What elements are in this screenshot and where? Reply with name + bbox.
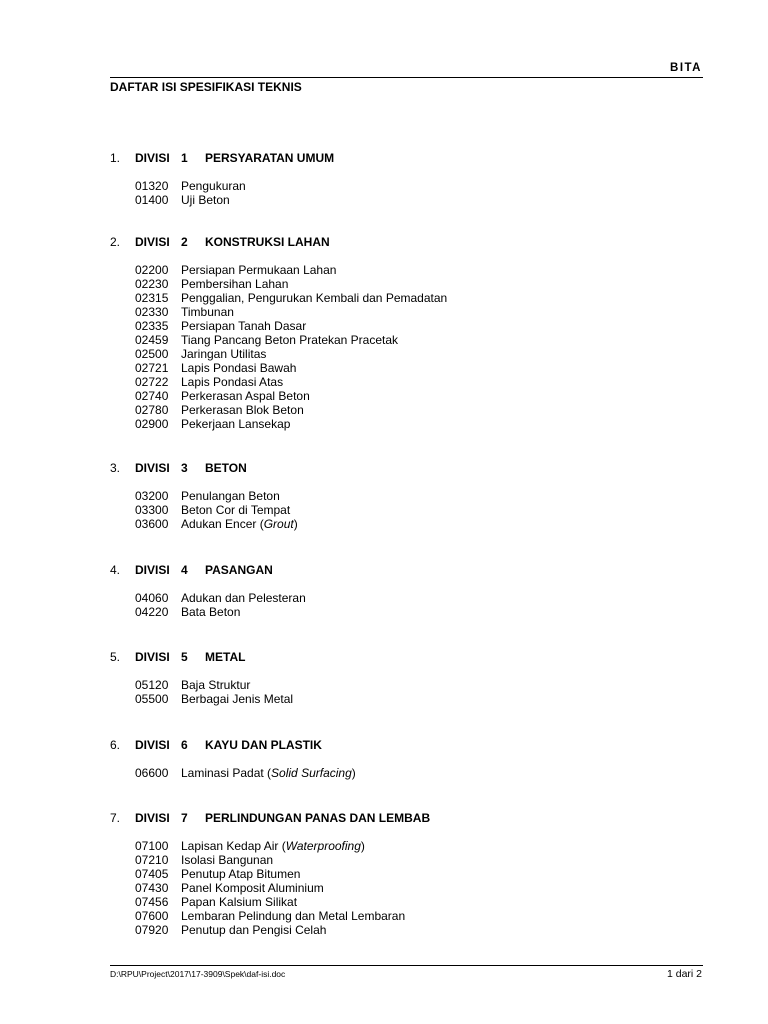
list-item	[110, 909, 700, 923]
section-name-text: Jaringan Utilitas	[181, 347, 267, 361]
section-code: 06600	[135, 766, 169, 780]
section-code: 04060	[135, 591, 169, 605]
division-heading	[110, 563, 700, 577]
division-word: DIVISI	[135, 811, 170, 825]
section-name	[181, 895, 297, 909]
list-item	[110, 678, 700, 692]
division-5	[110, 650, 700, 706]
brand-logo: BITA	[670, 62, 702, 74]
section-code: 01400	[135, 193, 169, 207]
section-code: 01320	[135, 179, 169, 193]
section-name	[181, 375, 283, 389]
section-list	[110, 263, 700, 431]
list-item	[110, 591, 700, 605]
section-list	[110, 489, 700, 531]
section-code: 07920	[135, 923, 169, 937]
section-name	[181, 347, 266, 361]
list-item	[110, 333, 700, 347]
section-code: 02315	[135, 291, 169, 305]
list-item	[110, 319, 700, 333]
list-item	[110, 605, 700, 619]
section-code: 05120	[135, 678, 169, 692]
section-name	[181, 692, 293, 706]
division-number: 2.	[110, 235, 121, 249]
section-list	[110, 678, 700, 706]
section-name	[181, 263, 336, 277]
section-name-italic: Grout	[263, 517, 294, 531]
section-name-text: Bata Beton	[181, 605, 241, 619]
list-item	[110, 853, 700, 867]
division-3	[110, 461, 700, 531]
list-item	[110, 403, 700, 417]
section-code: 02740	[135, 389, 169, 403]
section-list	[110, 591, 700, 619]
section-name-text: Adukan dan Pelesteran	[181, 591, 306, 605]
section-code: 02200	[135, 263, 169, 277]
section-name	[181, 678, 250, 692]
section-name-suffix: )	[360, 839, 365, 853]
list-item	[110, 923, 700, 937]
division-heading	[110, 151, 700, 165]
section-name-text: Tiang Pancang Beton Pratekan Pracetak	[181, 333, 399, 347]
division-heading	[110, 811, 700, 825]
section-name	[181, 389, 310, 403]
section-code: 07456	[135, 895, 169, 909]
division-heading	[110, 738, 700, 752]
list-item	[110, 895, 700, 909]
list-item	[110, 389, 700, 403]
section-name-text: Penggalian, Pengurukan Kembali dan Pemadatan	[181, 291, 448, 305]
section-name-text: Lembaran Pelindung dan Metal Lembaran	[181, 909, 406, 923]
section-name-text: Lapisan Kedap Air (	[181, 839, 286, 853]
division-6	[110, 738, 700, 780]
section-code: 02459	[135, 333, 169, 347]
list-item	[110, 867, 700, 881]
section-name-text: Penutup dan Pengisi Celah	[181, 923, 327, 937]
division-2	[110, 235, 700, 431]
section-name-text: Laminasi Padat (	[181, 766, 272, 780]
section-name	[181, 333, 398, 347]
document-title: DAFTAR ISI SPESIFIKASI TEKNIS	[110, 80, 302, 94]
section-list	[110, 179, 700, 207]
division-code: 7	[181, 811, 188, 825]
division-title: METAL	[205, 650, 246, 664]
section-name	[181, 417, 290, 431]
section-code: 02500	[135, 347, 169, 361]
section-code: 05500	[135, 692, 169, 706]
list-item	[110, 193, 700, 207]
section-name	[181, 766, 356, 780]
section-name	[181, 305, 234, 319]
section-name-text: Berbagai Jenis Metal	[181, 692, 294, 706]
division-heading	[110, 650, 700, 664]
section-name	[181, 605, 240, 619]
section-code: 07100	[135, 839, 169, 853]
section-name	[181, 517, 298, 531]
section-name	[181, 867, 300, 881]
division-number: 1.	[110, 151, 121, 165]
section-code: 04220	[135, 605, 169, 619]
section-code: 02780	[135, 403, 169, 417]
section-name-text: Isolasi Bangunan	[181, 853, 274, 867]
section-list	[110, 839, 700, 937]
list-item	[110, 503, 700, 517]
section-code: 03600	[135, 517, 169, 531]
section-code: 02230	[135, 277, 169, 291]
division-code: 6	[181, 738, 188, 752]
section-name-text: Perkerasan Blok Beton	[181, 403, 304, 417]
section-name	[181, 193, 230, 207]
section-name-text: Pengukuran	[181, 179, 246, 193]
section-name	[181, 591, 306, 605]
division-heading	[110, 235, 700, 249]
section-name	[181, 503, 290, 517]
section-name-text: Baja Struktur	[181, 678, 251, 692]
section-name-text: Penulangan Beton	[181, 489, 280, 503]
list-item	[110, 766, 700, 780]
section-code: 02330	[135, 305, 169, 319]
section-name-text: Panel Komposit Aluminium	[181, 881, 324, 895]
section-name-suffix: )	[351, 766, 356, 780]
division-code: 4	[181, 563, 188, 577]
list-item	[110, 291, 700, 305]
division-number: 6.	[110, 738, 121, 752]
section-name	[181, 839, 365, 853]
section-name	[181, 319, 306, 333]
section-name-text: Lapis Pondasi Bawah	[181, 361, 297, 375]
division-word: DIVISI	[135, 563, 170, 577]
section-name	[181, 277, 288, 291]
section-name-text: Pekerjaan Lansekap	[181, 417, 291, 431]
section-name-text: Perkerasan Aspal Beton	[181, 389, 310, 403]
division-title: PASANGAN	[205, 563, 273, 577]
section-code: 07600	[135, 909, 169, 923]
list-item	[110, 361, 700, 375]
list-item	[110, 305, 700, 319]
section-list	[110, 766, 700, 780]
section-name	[181, 909, 405, 923]
list-item	[110, 489, 700, 503]
division-number: 3.	[110, 461, 121, 475]
division-title: PERLINDUNGAN PANAS DAN LEMBAB	[205, 811, 431, 825]
division-code: 2	[181, 235, 188, 249]
division-code: 3	[181, 461, 188, 475]
division-number: 4.	[110, 563, 121, 577]
section-name-text: Uji Beton	[181, 193, 230, 207]
division-word: DIVISI	[135, 738, 170, 752]
section-name	[181, 403, 304, 417]
list-item	[110, 375, 700, 389]
division-7	[110, 811, 700, 937]
division-title: BETON	[205, 461, 247, 475]
list-item	[110, 277, 700, 291]
section-code: 07210	[135, 853, 169, 867]
section-code: 02721	[135, 361, 169, 375]
list-item	[110, 263, 700, 277]
list-item	[110, 417, 700, 431]
section-code: 02722	[135, 375, 169, 389]
section-name-italic: Waterproofing	[285, 839, 361, 853]
section-code: 07405	[135, 867, 169, 881]
division-word: DIVISI	[135, 650, 170, 664]
section-code: 03200	[135, 489, 169, 503]
section-code: 07430	[135, 881, 169, 895]
section-name	[181, 361, 296, 375]
section-name	[181, 179, 246, 193]
section-name-text: Persiapan Permukaan Lahan	[181, 263, 337, 277]
list-item	[110, 517, 700, 531]
footer-file-path: D:\RPU\Project\2017\17-3909\Spek\daf-isi.doc	[110, 969, 286, 979]
list-item	[110, 692, 700, 706]
section-name	[181, 881, 324, 895]
division-number: 5.	[110, 650, 121, 664]
division-word: DIVISI	[135, 235, 170, 249]
section-name-text: Timbunan	[181, 305, 234, 319]
section-name-text: Lapis Pondasi Atas	[181, 375, 284, 389]
division-title: KONSTRUKSI LAHAN	[205, 235, 330, 249]
section-name-text: Persiapan Tanah Dasar	[181, 319, 307, 333]
division-code: 1	[181, 151, 188, 165]
section-name	[181, 923, 326, 937]
list-item	[110, 347, 700, 361]
header-rule	[110, 77, 703, 78]
division-heading	[110, 461, 700, 475]
list-item	[110, 881, 700, 895]
section-name-text: Pembersihan Lahan	[181, 277, 289, 291]
section-code: 02900	[135, 417, 169, 431]
section-name	[181, 489, 280, 503]
division-word: DIVISI	[135, 461, 170, 475]
list-item	[110, 839, 700, 853]
section-code: 03300	[135, 503, 169, 517]
footer-page-number: 1 dari 2	[666, 968, 702, 980]
section-name-italic: Solid Surfacing	[271, 766, 352, 780]
section-name-text: Adukan Encer (	[181, 517, 264, 531]
division-4	[110, 563, 700, 619]
division-title: PERSYARATAN UMUM	[205, 151, 335, 165]
section-name	[181, 853, 273, 867]
list-item	[110, 179, 700, 193]
footer-rule	[110, 965, 703, 966]
division-number: 7.	[110, 811, 121, 825]
section-name-text: Beton Cor di Tempat	[181, 503, 291, 517]
section-name-text: Papan Kalsium Silikat	[181, 895, 298, 909]
section-name-suffix: )	[293, 517, 298, 531]
section-code: 02335	[135, 319, 169, 333]
division-1	[110, 151, 700, 207]
division-code: 5	[181, 650, 188, 664]
section-name-text: Penutup Atap Bitumen	[181, 867, 301, 881]
division-title: KAYU DAN PLASTIK	[205, 738, 322, 752]
division-word: DIVISI	[135, 151, 170, 165]
section-name	[181, 291, 447, 305]
